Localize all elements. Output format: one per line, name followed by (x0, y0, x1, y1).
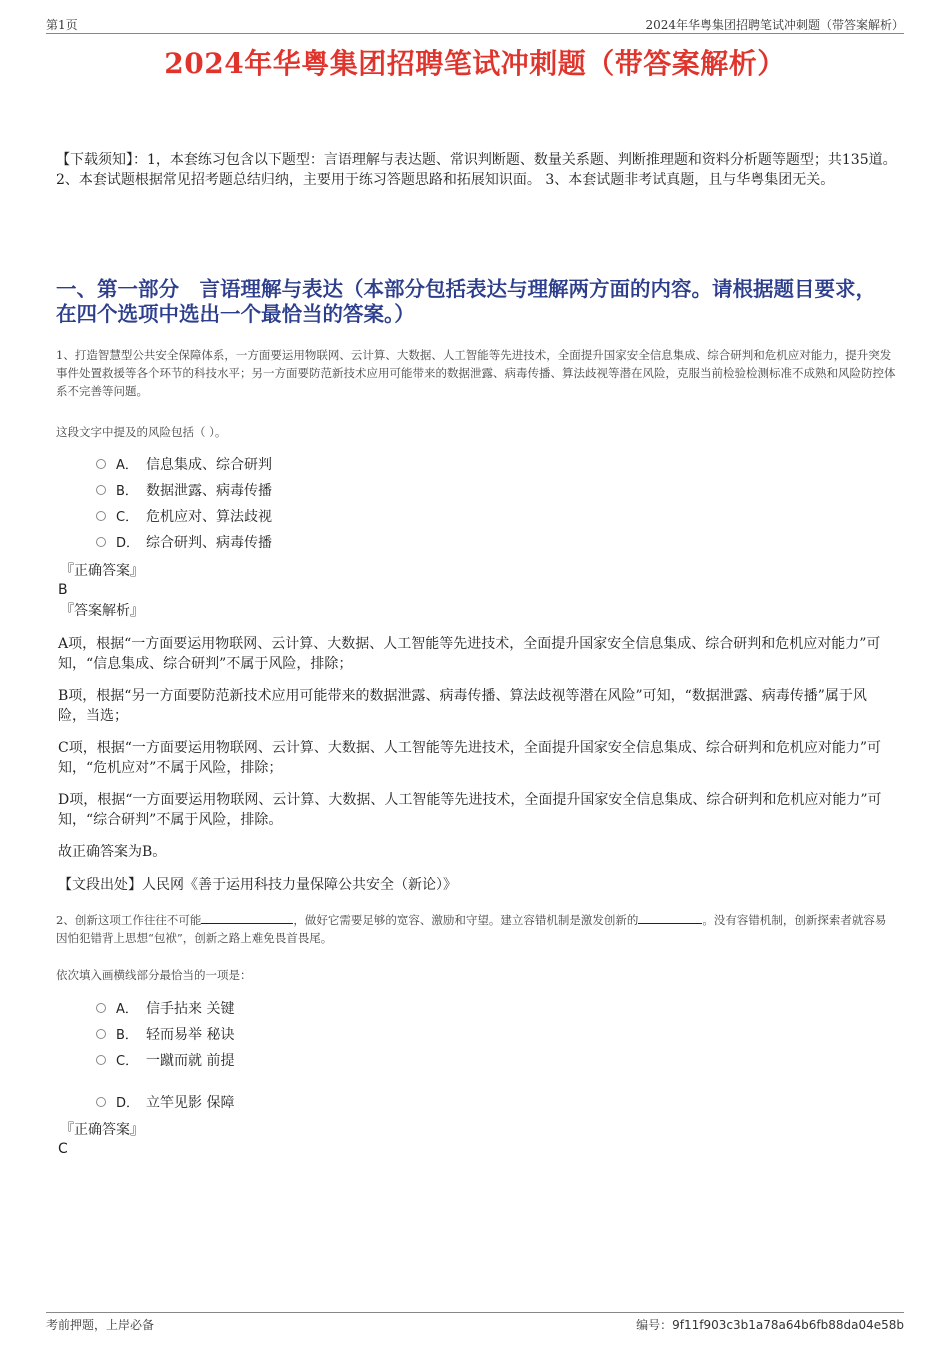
q1-analysis-b: B项，根据“另一方面要防范新技术应用可能带来的数据泄露、病毒传播、算法歧视等潜在风险”可知，“数据泄露、病毒传播”属于风险，当选； (58, 688, 867, 724)
q2-option-b[interactable]: B． 轻而易举 秘诀 (96, 1025, 234, 1045)
radio-icon[interactable] (96, 1055, 106, 1065)
radio-icon[interactable] (96, 537, 106, 547)
radio-icon[interactable] (96, 1029, 106, 1039)
question-2-text: 2、创新这项工作往往不可能 ，做好它需要足够的宽容、激励和守望。建立容错机制是激发创新的 。没有容错机制，创新探索者就容易因怕犯错背上思想“包袱”，创新之路上难免畏首畏尾。 (56, 913, 887, 945)
question-2-stem: 依次填入画横线部分最恰当的一项是： (56, 968, 252, 982)
page-footer (46, 1312, 904, 1332)
question-1-text: 1、打造智慧型公共安全保障体系，一方面要运用物联网、云计算、大数据、人工智能等先进技术，全面提升国家安全信息集成、综合研判和危机应对能力，提升突发事件处置救援等各个环节的科技水平；另一方面要防范新技术应用可能带来的数据泄露、病毒传播、算法歧视等潜在风险，克服当前检验检测标准不成熟和风险防控体系不完善等问题。 (56, 348, 896, 398)
fill-blank-1 (201, 912, 293, 924)
q2-option-c[interactable]: C． 一蹴而就 前提 (96, 1051, 234, 1071)
page-number: 第1页 (46, 18, 78, 32)
footer-slogan: 考前押题，上岸必备 (46, 1318, 155, 1332)
q2-answer-label: 『正确答案』 (60, 1122, 144, 1138)
q1-option-c[interactable]: C． 危机应对、算法歧视 (96, 507, 272, 527)
q1-conclusion: 故正确答案为B。 (58, 844, 167, 860)
footer-code: 编号：9f11f903c3b1a78a64b6fb88da04e58b (636, 1318, 904, 1332)
q1-analysis-a: A项，根据“一方面要运用物联网、云计算、大数据、人工智能等先进技术，全面提升国家安全信息集成、综合研判和危机应对能力”可知，“信息集成、综合研判”不属于风险，排除； (58, 636, 881, 672)
question-1-stem: 这段文字中提及的风险包括（ ）。 (56, 425, 227, 439)
download-notice: 【下载须知】：1，本套练习包含以下题型：言语理解与表达题、常识判断题、数量关系题、判断推理题和资料分析题等题型；共135道。 2、本套试题根据常见招考题总结归纳，主要用于练习答题思路和拓展知识面。 3、本套试题非考试真题，且与华粤集团无关。 (56, 152, 897, 188)
header-doc-title: 2024年华粤集团招聘笔试冲刺题（带答案解析） (645, 18, 904, 32)
q2-answer: C (58, 1141, 68, 1157)
q1-answer: B (58, 582, 68, 598)
radio-icon[interactable] (96, 1003, 106, 1013)
radio-icon[interactable] (96, 459, 106, 469)
fill-blank-2 (638, 912, 702, 924)
q2-option-d[interactable]: D． 立竿见影 保障 (96, 1093, 234, 1113)
page-header (46, 14, 904, 34)
section-heading: 一、第一部分 言语理解与表达（本部分包括表达与理解两方面的内容。请根据题目要求，在四个选项中选出一个最恰当的答案。） (56, 277, 876, 326)
radio-icon[interactable] (96, 511, 106, 521)
q1-source: 【文段出处】人民网《善于运用科技力量保障公共安全（新论）》 (58, 877, 457, 893)
q1-answer-label: 『正确答案』 (60, 563, 144, 579)
radio-icon[interactable] (96, 1097, 106, 1107)
q1-option-b[interactable]: B． 数据泄露、病毒传播 (96, 481, 272, 501)
q1-analysis-label: 『答案解析』 (60, 603, 144, 619)
q1-analysis-c: C项，根据“一方面要运用物联网、云计算、大数据、人工智能等先进技术，全面提升国家安全信息集成、综合研判和危机应对能力”可知，“危机应对”不属于风险，排除； (58, 740, 882, 776)
q1-option-a[interactable]: A． 信息集成、综合研判 (96, 455, 272, 475)
radio-icon[interactable] (96, 485, 106, 495)
q1-option-d[interactable]: D． 综合研判、病毒传播 (96, 533, 272, 553)
q1-analysis-d: D项，根据“一方面要运用物联网、云计算、大数据、人工智能等先进技术，全面提升国家安全信息集成、综合研判和危机应对能力”可知，“综合研判”不属于风险，排除。 (58, 792, 882, 828)
page-title: 2024年华粤集团招聘笔试冲刺题（带答案解析） (164, 47, 786, 80)
q2-option-a[interactable]: A． 信手拈来 关键 (96, 999, 234, 1019)
